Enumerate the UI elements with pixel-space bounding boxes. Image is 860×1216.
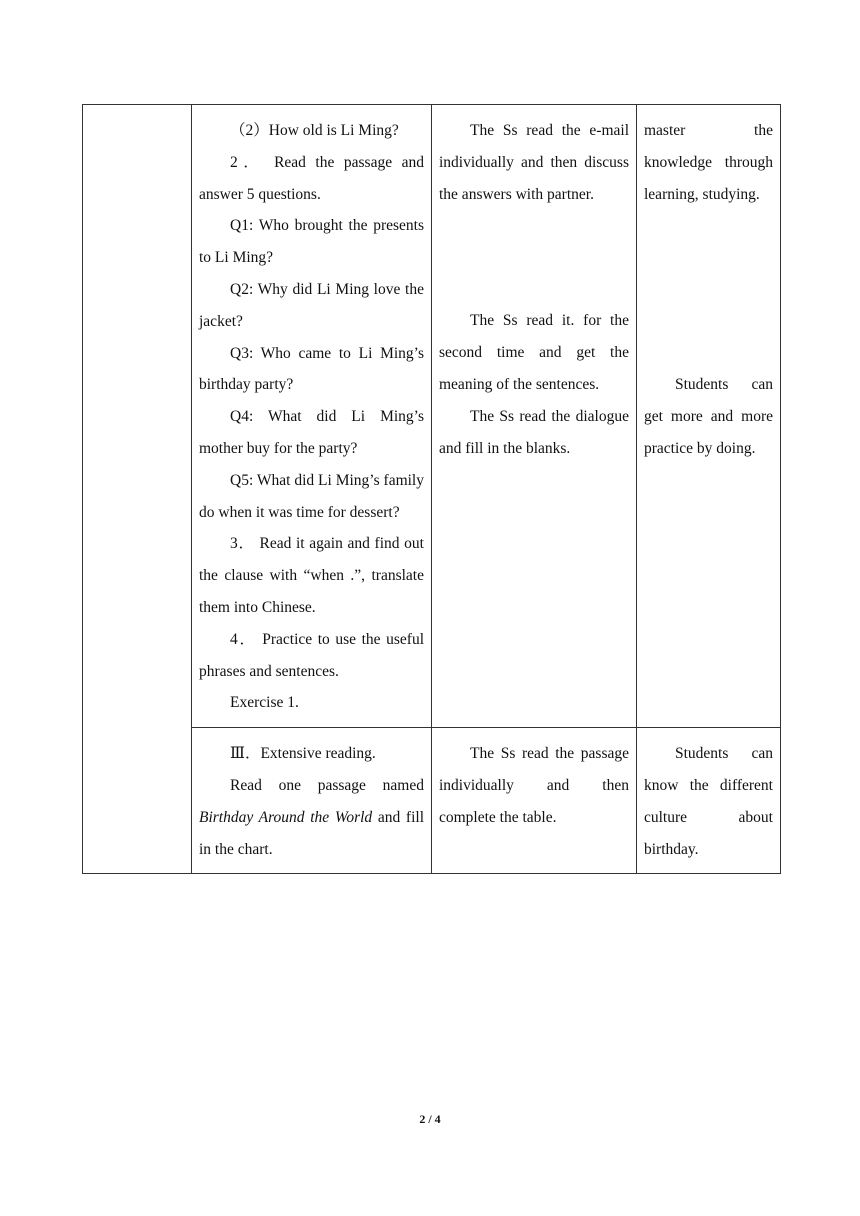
step-cell: [83, 105, 192, 874]
task-text-before: Read one passage named: [230, 776, 424, 794]
passage-title: Birthday Around the World: [199, 808, 373, 826]
question-q3: Q3: Who came to Li Ming’s birthday party?: [199, 344, 424, 394]
teacher-activity-cell: [192, 728, 432, 874]
page-number: 2 / 4: [419, 1112, 441, 1126]
task-extensive-reading: [199, 770, 424, 865]
task-find-clause: 3． Read it again and find out the clause with “when .”, translate them into Chinese.: [199, 535, 424, 616]
table-row: [83, 105, 781, 728]
student-activity-2: The Ss read it. for the second time and get the meaning of the sentences.: [439, 312, 629, 393]
section-heading: Ⅲ．Extensive reading.: [230, 745, 376, 763]
student-activity-4: The Ss read the passage individually and then complete the table.: [439, 745, 629, 826]
question-q2: Q2: Why did Li Ming love the jacket?: [199, 280, 424, 330]
student-activity-1: The Ss read the e-mail individually and then discuss the answers with partner.: [439, 122, 629, 203]
task-exercise: Exercise 1.: [230, 694, 299, 712]
question-how-old: （2）How old is Li Ming?: [230, 122, 399, 139]
student-activity-cell: [432, 728, 637, 874]
task-read-answer: 2． Read the passage and answer 5 questions.: [199, 153, 424, 203]
task-text-after: and fill in the chart.: [199, 808, 424, 858]
question-q1: Q1: Who brought the presents to Li Ming?: [199, 217, 424, 267]
lesson-plan-table: [82, 104, 781, 874]
question-q5: Q5: What did Li Ming’s family do when it was time for dessert?: [199, 471, 424, 521]
question-q4: Q4: What did Li Ming’s mother buy for the party?: [199, 408, 424, 457]
purpose-3: Students can know the different culture about birthday.: [644, 745, 773, 858]
purpose-cell: [637, 105, 781, 728]
teacher-activity-cell: [192, 105, 432, 728]
student-activity-cell: [432, 105, 637, 728]
purpose-2: Students can get more and more practice by doing.: [644, 376, 773, 457]
purpose-cell: [637, 728, 781, 874]
purpose-1: master the knowledge through learning, studying.: [644, 122, 773, 203]
student-activity-3: The Ss read the dialogue and fill in the blanks.: [439, 407, 629, 457]
task-practice: 4． Practice to use the useful phrases and sentences.: [199, 630, 424, 680]
